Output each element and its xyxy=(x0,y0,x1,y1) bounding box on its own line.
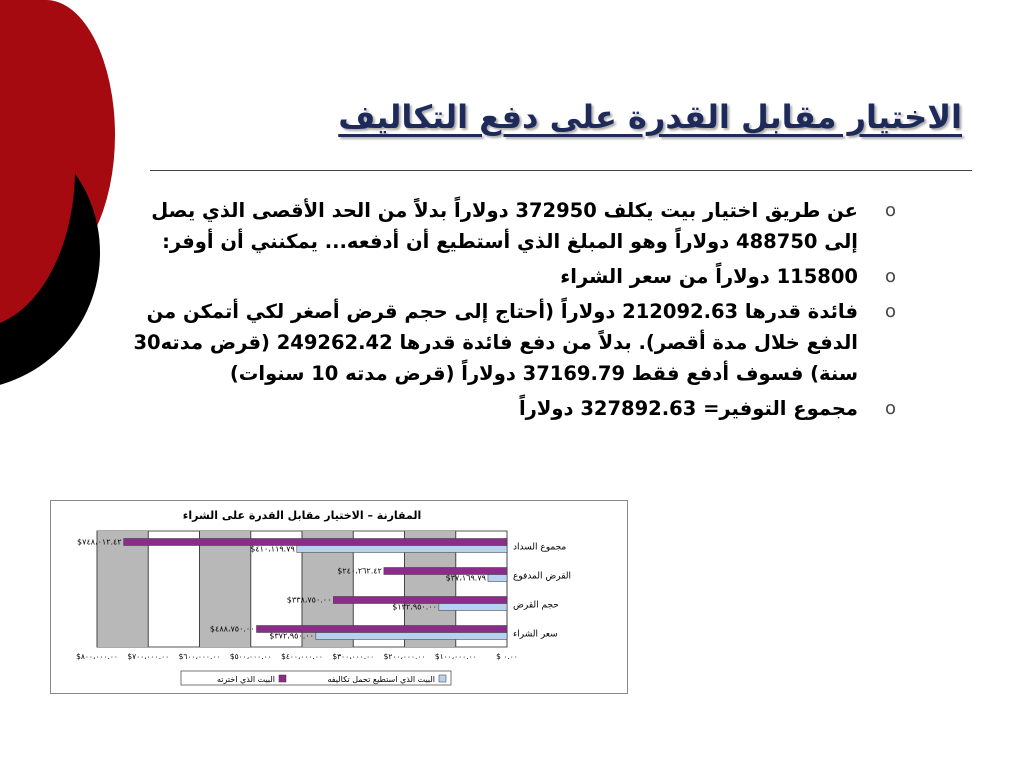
x-tick-label: $١٠٠،٠٠٠.٠٠ xyxy=(434,652,477,661)
bullet-item-4 xyxy=(120,393,896,424)
x-tick-label: $ ٠.٠٠ xyxy=(496,652,518,661)
data-label: $٢٤٠،٢٦٢.٤٢ xyxy=(337,566,382,576)
grid-band xyxy=(97,531,148,647)
bullet-text-4: مجموع التوفير= 327892.63 دولاراً xyxy=(518,397,858,420)
bullet-item-1 xyxy=(120,195,896,257)
data-label: $٣٣٨،٧٥٠.٠٠ xyxy=(286,595,332,605)
x-tick-label: $٢٠٠،٠٠٠.٠٠ xyxy=(383,652,426,661)
category-label: القرض المدفوع xyxy=(513,571,571,582)
bar-affordable xyxy=(488,575,507,582)
bar-chosen xyxy=(124,539,507,546)
bar-affordable xyxy=(439,604,507,611)
chart-svg xyxy=(51,501,627,693)
bullet-text-1: عن طريق اختيار بيت يكلف 372950 دولاراً بدلاً من الحد الأقصى الذي يصل إلى 488750 دولاراً وهو المبلغ الذي أستطيع أن أدفعه... يمكنني أن أوفر: xyxy=(151,199,858,253)
x-tick-label: $٦٠٠،٠٠٠.٠٠ xyxy=(178,652,221,661)
comparison-chart xyxy=(50,500,628,694)
x-tick-label: $٣٠٠،٠٠٠.٠٠ xyxy=(332,652,375,661)
legend-label-chosen: البيت الذي اخترته xyxy=(216,675,275,684)
title-divider xyxy=(150,170,972,171)
legend-swatch-affordable xyxy=(439,675,446,682)
bullet-text-2: 115800 دولاراً من سعر الشراء xyxy=(560,265,858,288)
category-label: سعر الشراء xyxy=(513,629,558,640)
data-label: $٣٧٢،٩٥٠.٠٠ xyxy=(269,631,314,641)
data-label: $٣٧،١٦٩.٧٩ xyxy=(445,573,486,583)
legend-swatch-chosen xyxy=(279,675,286,682)
x-tick-label: $٥٠٠،٠٠٠.٠٠ xyxy=(229,652,272,661)
data-label: $٤٨٨،٧٥٠.٠٠ xyxy=(209,624,255,634)
bullet-item-3 xyxy=(120,296,896,389)
bullet-text-3: فائدة قدرها 212092.63 دولاراً (أحتاج إلى حجم قرض أصغر لكي أتمكن من الدفع خلال مدة أقصر). بدلاً من دفع فائدة قدرها 249262.42 (قرض مدته30 سنة) فسوف أدفع فقط 37169.79 دولاراً (قرض مدته 10 سنوات) xyxy=(133,300,858,385)
bar-affordable xyxy=(297,546,507,553)
legend-label-affordable: البيت الذي استطيع تحمل تكاليفه xyxy=(327,675,435,684)
x-tick-label: $٧٠٠،٠٠٠.٠٠ xyxy=(127,652,170,661)
chart-title: المقارنة – الاختيار مقابل القدرة على الشراء xyxy=(182,509,422,522)
data-label: $٧٤٨،٠١٢.٤٢ xyxy=(77,537,122,547)
bullet-marker-icon: o xyxy=(884,398,896,419)
bullet-marker-icon: o xyxy=(884,301,896,322)
bar-affordable xyxy=(316,633,507,640)
x-tick-label: $٨٠٠،٠٠٠.٠٠ xyxy=(76,652,118,661)
x-tick-label: $٤٠٠،٠٠٠.٠٠ xyxy=(281,652,323,661)
bullet-marker-icon: o xyxy=(884,200,896,221)
category-label: حجم القرض xyxy=(513,600,559,611)
category-label: مجموع السداد xyxy=(513,542,567,553)
bullet-item-2 xyxy=(120,261,896,292)
data-label: $٤١٠،١١٩.٧٩ xyxy=(250,544,295,554)
bullet-marker-icon: o xyxy=(884,266,896,287)
data-label: $١٣٢،٩٥٠.٠٠ xyxy=(392,602,437,612)
slide-title: الاختيار مقابل القدرة على دفع التكاليف xyxy=(338,98,962,136)
bullet-list xyxy=(120,195,896,428)
